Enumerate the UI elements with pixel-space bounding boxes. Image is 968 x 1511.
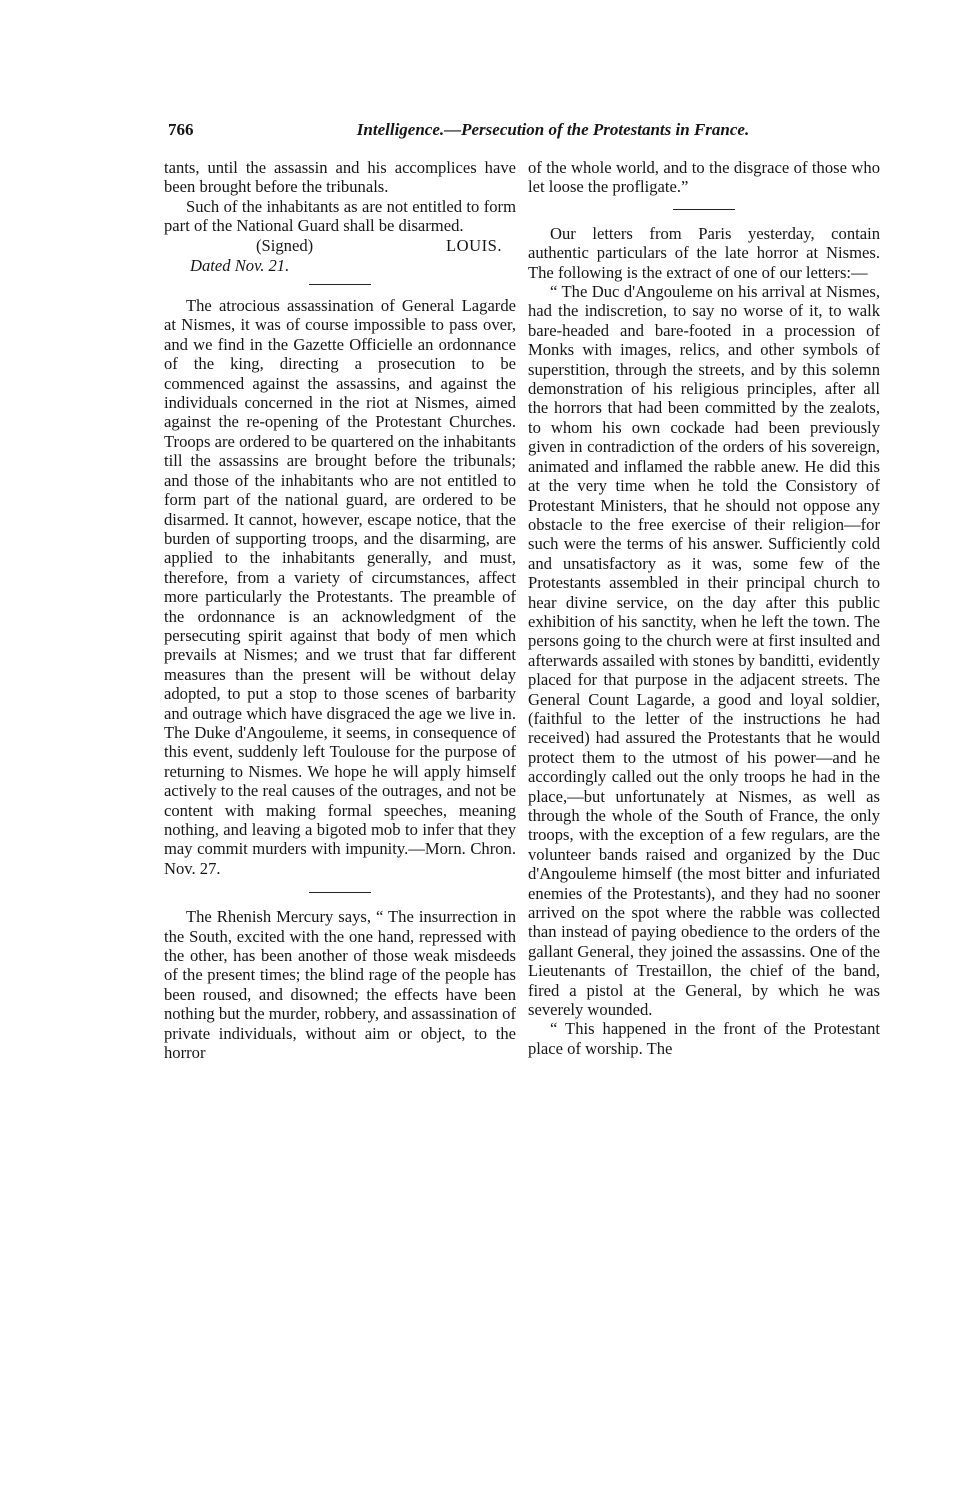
page-header [168, 120, 878, 144]
paragraph-protestant-place: “ This happened in the front of the Protestant place of worship. The [528, 1019, 880, 1058]
page-number: 766 [168, 120, 194, 139]
paragraph-quote-end: of the whole world, and to the disgrace of those who let loose the profligate.” [528, 158, 880, 197]
dateline: Dated Nov. 21. [190, 255, 290, 275]
section-divider [309, 892, 371, 893]
right-column [528, 158, 880, 1058]
signatory: LOUIS. [445, 235, 502, 255]
signed-label: (Signed) [256, 235, 314, 255]
paragraph-letters-from-paris: Our letters from Paris yesterday, contain authentic particulars of the late horror at Nismes. The following is the extract of one of our letters:— [528, 223, 880, 282]
left-column [164, 158, 516, 1062]
paragraph-letter-extract: “ The Duc d'Angouleme on his arrival at Nismes, had the indiscretion, to say no worse of it, to walk bare-headed and bare-footed in a procession of Monks with images, relics, and other symbols of superstition, through the streets, and by this solemn demonstration of his religious principles, after all the horrors that had been committed by the zealots, to whom his own cockade had been previously given in contradiction of the orders of his sovereign, animated and inflamed the rabble anew. He did this at the very time when he told the Consistory of Protestant Ministers, that he should not oppose any obstacle to the free exercise of their religion—for such were the terms of his answer. Sufficiently cold and unsatisfactory as it was, some few of the Protestants assembled in their principal church to hear divine service, on the day after this public exhibition of his sanctity, when he left the town. The persons going to the church were at first insulted and afterwards assailed with stones by banditti, evidently placed for that purpose in the adjacent streets. The General Count Lagarde, a good and loyal soldier, (faithful to the letter of the instructions he had received) had assured the Protestants that he would protect them to the utmost of his power—and he accordingly called out the only troops he had in the place,—but unfortunately at Nismes, as well as through the whole of the South of France, the only troops, with the exception of a few regulars, are the volunteer bands raised and organized by the Duc d'Angouleme himself (the most bitter and infuriated enemies of the Protestants), and they had no sooner arrived on the spot where the rabble was collected than instead of paying obedience to the orders of the gallant General, they joined the assassins. One of the Lieutenants of Trestaillon, the chief of the band, fired a pistol at the General, by which he was severely wounded. [528, 282, 880, 1020]
paragraph-lagarde-assassination: The atrocious assassination of General Lagarde at Nismes, it was of course impossible to pass over, and we find in the Gazette Officielle an ordonnance of the king, directing a prosecution to be commenced against the assassins, and against the individuals concerned in the riot at Nismes, aimed against the re-opening of the Protestant Churches. Troops are ordered to be quartered on the inhabitants till the assassins are brought before the tribunals; and those of the inhabitants who are not entitled to form part of the national guard, are ordered to be disarmed. It cannot, however, escape notice, that the burden of supporting troops, and the disarming, are applied to the inhabitants generally, and must, therefore, from a variety of circumstances, affect more particularly the Protestants. The preamble of the ordonnance is an acknowledgment of the persecuting spirit against that body of men which prevails at Nismes; and we trust that far different measures than the present will be without delay adopted, to put a stop to those scenes of barbarity and outrage which have disgraced the age we live in. The Duke d'Angouleme, it seems, in consequence of this event, suddenly left Toulouse for the purpose of returning to Nismes. We hope he will apply himself actively to the real causes of the outrages, and not be content with making formal speeches, meaning nothing, and leaving a bigoted mob to infer that they may commit murders with impunity.—Morn. Chron. Nov. 27. [164, 296, 516, 878]
paragraph-rhenish-mercury: The Rhenish Mercury says, “ The insurrection in the South, excited with the one hand, repressed with the other, has been another of those weak misdeeds of the present times; the blind rage of the people has been roused, and disowned; the effects have been nothing but the murder, robbery, and assassination of private individuals, without aim or object, to the horror [164, 907, 516, 1063]
running-title: Intelligence.—Persecution of the Protestants in France. [356, 120, 750, 139]
paragraph-disarm: Such of the inhabitants as are not entitled to form part of the National Guard shall be disarmed. [164, 196, 516, 236]
paragraph-decree-end: tants, until the assassin and his accomplices have been brought before the tribunals. [164, 158, 516, 197]
signature-line [164, 236, 516, 256]
section-divider [673, 209, 735, 210]
section-divider [309, 284, 371, 285]
